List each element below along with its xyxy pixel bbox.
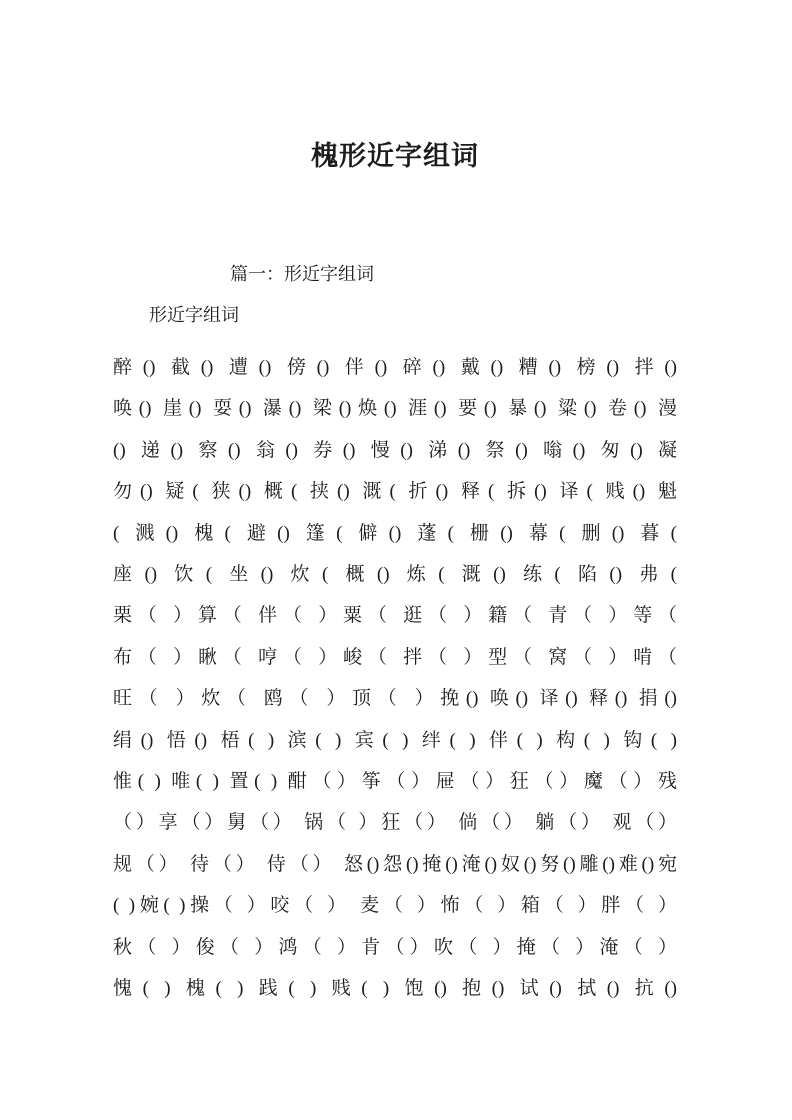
worksheet-line: 规（） 待（） 侍（） 怒()怨()掩()淹()奴()努()雕()难()宛 — [113, 853, 677, 875]
worksheet-line: () 递() 察() 翁() 券() 慢() 涕() 祭() 嗡() 匆() 凝 — [113, 439, 677, 461]
worksheet-line: 栗（ ）算（ 伴（ ）粟（ 逛（ ）籍（ 青（ ）等（ — [113, 605, 677, 627]
worksheet-line: 唤() 崖() 耍() 瀑() 梁()焕() 涯() 要() 暴() 粱() 卷() 漫 — [113, 398, 677, 420]
worksheet-line: 勿() 疑( 狭() 概( 挟() 溉( 折() 释( 拆() 译( 贱() 魁 — [113, 481, 677, 503]
paragraph-heading: 篇一：形近字组词 — [230, 264, 374, 284]
worksheet-line: 醉() 截() 遭() 傍() 伴() 碎() 戴() 糟() 榜() 拌() — [113, 357, 677, 378]
worksheet-body — [113, 347, 677, 1010]
worksheet-line: 惟( ) 唯( ) 置( ) 酣（）筝（）屉（）狂（）魔（）残 — [113, 771, 677, 793]
worksheet-line: ( )婉( )操（ ）咬（ ） 麦（ ）怖（ ）箱（ ）胖（ ） — [113, 895, 677, 917]
worksheet-line: 绢() 悟() 梧( ) 滨( ) 宾( ) 绊( ) 伴( ) 构( ) 钩( ) — [113, 729, 677, 751]
worksheet-line: 布（ ）瞅（ 哼（ ）峻（ 拌（ ）型（ 窝（ ）啃（ — [113, 646, 677, 668]
worksheet-line: ( 溅() 槐( 避() 篷( 僻() 蓬( 栅() 幕( 删() 暮( — [113, 522, 677, 544]
section-heading: 形近字组词 — [149, 305, 239, 325]
worksheet-line: （）享（）舅（） 锅（ ）狂（） 倘（） 躺（） 观（） — [113, 812, 677, 834]
document-title: 槐形近字组词 — [311, 141, 479, 171]
worksheet-line: 座() 饮( 坐() 炊( 概() 炼( 溉() 练( 陷() 弗( — [113, 564, 677, 586]
worksheet-line: 愧( ) 槐( ) 践( ) 贱( ) 饱() 抱() 试() 拭() 抗() — [113, 978, 677, 1000]
worksheet-line: 秋（ ）俊（ ）鸿（ ）肯（）吹（ ）掩（ ）淹（ ） — [113, 936, 677, 958]
worksheet-line: 旺（ ）炊（ 鸥（ ）顶（ ）挽() 唤() 译() 释() 捐() — [113, 688, 677, 710]
